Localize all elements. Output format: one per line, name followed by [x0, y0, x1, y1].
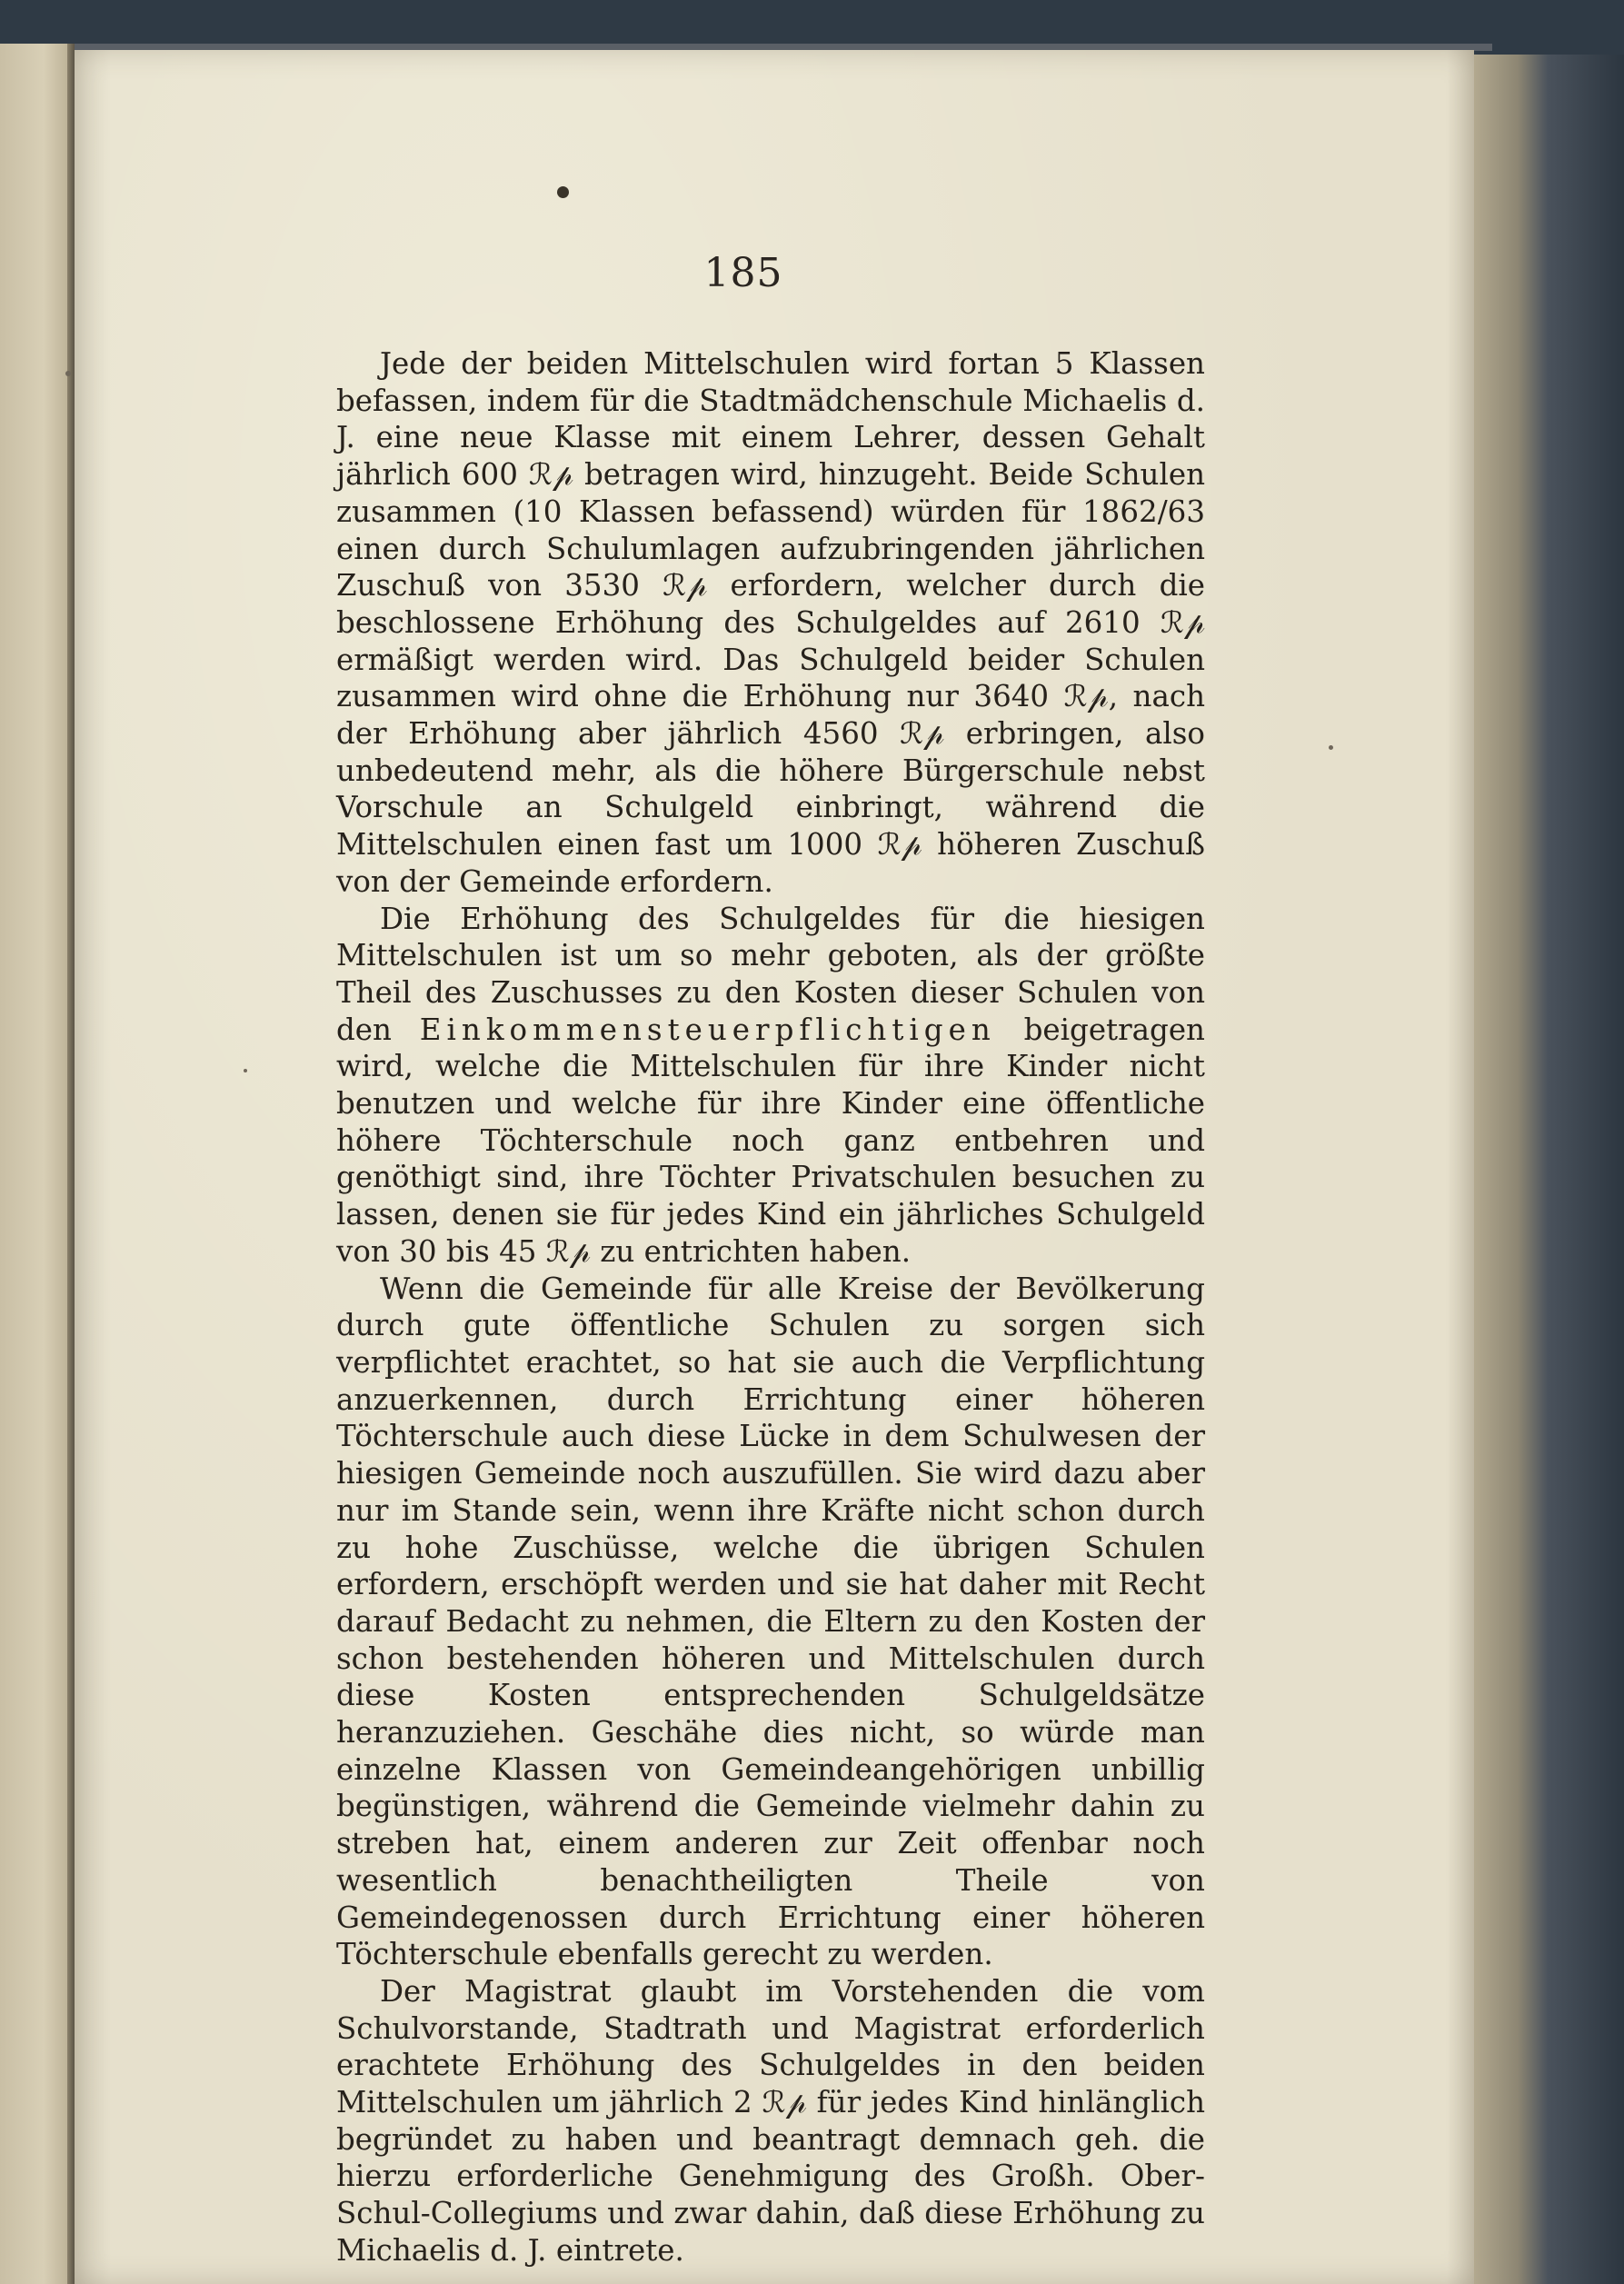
book-cover-edge	[1472, 55, 1624, 2284]
paragraph-2	[336, 901, 1205, 1271]
paragraph-2-end: beigetragen wird, welche die Mittelschulen für ihre Kinder nicht benutzen und welche für ihre Kinder eine öffentliche höhere Töchterschule noch ganz entbehren und genöthigt sind, ihre Töchter Privatschulen besuchen zu lassen, denen sie für jedes Kind ein jährliches Schulgeld von 30 bis 45 ℛ𝓅 zu entrichten haben.	[336, 1012, 1205, 1269]
ink-dot	[557, 186, 569, 198]
paper-speck	[244, 1069, 247, 1072]
page-number: 185	[703, 250, 783, 296]
paper-speck	[1329, 745, 1333, 750]
book-gutter	[67, 44, 75, 2284]
previous-page-edge	[0, 44, 73, 2284]
paragraph-2-start: Die Erhöhung des Schulgeldes für die hiesigen Mittelschulen ist um so mehr geboten, als der größte Theil des Zuschusses zu den Kosten dieser Schulen von den	[336, 901, 1205, 1047]
paragraph-1: Jede der beiden Mittelschulen wird fortan 5 Klassen befassen, indem für die Stadtmädchenschule Michaelis d. J. eine neue Klasse mit einem Lehrer, dessen Gehalt jährlich 600 ℛ𝓅 betragen wird, hinzugeht. Beide Schulen zusammen (10 Klassen befassend) würden für 1862/63 einen durch Schulumlagen aufzubringenden jährlichen Zuschuß von 3530 ℛ𝓅 erfordern, welcher durch die beschlossene Erhöhung des Schulgeldes auf 2610 ℛ𝓅 ermäßigt werden wird. Das Schulgeld beider Schulen zusammen wird ohne die Erhöhung nur 3640 ℛ𝓅, nach der Erhöhung aber jährlich 4560 ℛ𝓅 erbringen, also unbedeutend mehr, als die höhere Bürgerschule nebst Vorschule an Schulgeld einbringt, während die Mittelschulen einen fast um 1000 ℛ𝓅 höheren Zuschuß von der Gemeinde erfordern.	[336, 346, 1205, 899]
paragraph-4: Der Magistrat glaubt im Vorstehenden die vom Schulvorstande, Stadtrath und Magistrat erforderlich erachtete Erhöhung des Schulgeldes in den beiden Mittelschulen um jährlich 2 ℛ𝓅 für jedes Kind hinlänglich begründet zu haben und beantragt demnach geh. die hierzu erforderliche Genehmigung des Großh. Ober-Schul-Collegiums und zwar dahin, daß diese Erhöhung zu Michaelis d. J. eintrete.	[336, 1973, 1205, 2268]
paper-speck	[65, 371, 71, 376]
page-body	[336, 345, 1205, 2269]
paragraph-3: Wenn die Gemeinde für alle Kreise der Bevölkerung durch gute öffentliche Schulen zu sorgen sich verpflichtet erachtet, so hat sie auch die Verpflichtung anzuerkennen, durch Errichtung einer höheren Töchterschule auch diese Lücke in dem Schulwesen der hiesigen Gemeinde noch auszufüllen. Sie wird dazu aber nur im Stande sein, wenn ihre Kräfte nicht schon durch zu hohe Zuschüsse, welche die übrigen Schulen erfordern, erschöpft werden und sie hat daher mit Recht darauf Bedacht zu nehmen, die Eltern zu den Kosten der schon bestehenden höheren und Mittelschulen durch diese Kosten entsprechenden Schulgeldsätze heranzuziehen. Geschähe dies nicht, so würde man einzelne Klassen von Gemeindeangehörigen unbillig begünstigen, während die Gemeinde vielmehr dahin zu streben hat, einem anderen zur Zeit offenbar noch wesentlich benachtheiligten Theile von Gemeindegenossen durch Errichtung einer höheren Töchterschule ebenfalls gerecht zu werden.	[336, 1271, 1205, 1972]
spaced-emphasis: Einkommensteuerpflichtigen	[419, 1012, 996, 1047]
